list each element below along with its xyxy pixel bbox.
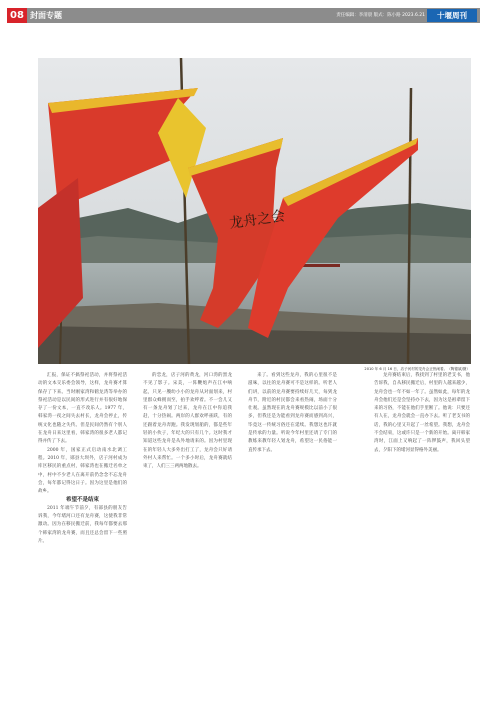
article-column-2 bbox=[143, 372, 232, 472]
article-paragraph: 2000 年，国家正式启动南水北调工程。2010 年，郧县大坝外，店子河村成为库区移民的重点村，韩家湾也在搬迁名单之中，村中不少老人在离开前仍念念不忘龙舟会，每年都记得这日子。因为这里是他们的故乡。 bbox=[38, 447, 127, 495]
masthead-logo: 十堰周刊 bbox=[427, 9, 477, 22]
article-column-3 bbox=[248, 372, 337, 455]
section-title: 封面专题 bbox=[30, 11, 62, 20]
dragon-boat-flags-image bbox=[38, 58, 471, 364]
article-paragraph: 龙舟赛结束后，我找到了村里的老支书，他告诉我，自从移民搬迁后，村里的人越来越少，龙舟会也一年不如一年了。虽然如此，每年的龙舟会他们还是会坚持办下去，因为这是祖辈留下来的习俗，不能在他们手里断了。他说：只要还有人在，龙舟会就会一直办下去。听了老支书的话，我的心里又升起了一丝希望。我想，龙舟会不会结束，这或许只是一个新的开始。离开韩家湾时，江面上又响起了一阵锣鼓声，我回头望去，夕阳下的堵河显得格外美丽。 bbox=[374, 373, 470, 453]
article-paragraph: 来了。看到这些龙舟，我的心里很不是滋味，以往的龙舟赛可不是这样的。听老人们讲，以前的龙舟赛要持续好几天，每到龙舟节，附近的村民都会来看热闹，场面十分壮观。虽然现在的龙舟赛规模比以前小了很多，但我还是为能看到龙舟赛而感到高兴，毕竟这一传统习俗还在延续。我想这也许就是传承的力量。听说今年村里还请了专门的教练来教年轻人划龙舟，希望这一民俗能一直传承下去。 bbox=[248, 373, 337, 453]
article-paragraph: 2011 年端午节前夕，有部县的朋友告诉我，今年堵河口还有龙舟赛，这使我非常激动。因为在移民搬迁前，我每年都要去那个韩家湾的龙舟赛，而且还总会留下一些照片。 bbox=[38, 505, 127, 544]
flag-text: 龙舟之会 bbox=[228, 208, 287, 232]
section-subheading: 希望不是结束 bbox=[65, 497, 99, 504]
article-paragraph: 的恋龙，店子河的黄龙，河口湾的黑龙不见了影子。宋美，一阵鞭炮声在江中响起，只见一艘幼小小的龙舟从对面划来，村里群众蜂拥而至，拍手欢呼着。不一会儿又有一条龙舟划了过来，龙舟在江中你追我赶，十分热闹。两岸的人群欢呼雀跃，有的还跟着龙舟奔跑。我发现划船的，都是些年轻的小伙子，年纪大的只有几个。这时我才知道这些龙舟是从外地请来的。因为村里现在的年轻人大多外出打工了，龙舟会只好请外村人来帮忙。一个多小时后，龙舟赛就结束了，人们三三两两地散去。 bbox=[143, 373, 232, 470]
article-paragraph: 汇报，保证不搞祭祀活动，并将祭祀活动的文本交乐委会领导，这样，龙舟赛才算保存了下来。当时刚家湾和鹤龙湾等举办的祭祀活动是以民间的形式进行并有很好地保存了一份文本，一直不改乐人。1977 年，韩家湾一夜之间失去村长，龙舟会停止，传统文化也随之失传。但是民间仍然有个别人在龙舟日来这里看，韩家湾的很多老人都记得并传了下去。 bbox=[38, 373, 127, 445]
page-number: 08 bbox=[7, 8, 27, 23]
photo-caption: 2010 年 6 月 16 日，店子河村的龙舟会正热闹着。（陶德斌/摄） bbox=[364, 367, 470, 371]
cover-photo bbox=[38, 58, 471, 364]
article-column-1 bbox=[38, 372, 127, 546]
editor-info: 责任编辑：李清晨 版式：陈小路 2023.6.21 bbox=[336, 13, 425, 18]
article-column-4 bbox=[374, 372, 470, 455]
